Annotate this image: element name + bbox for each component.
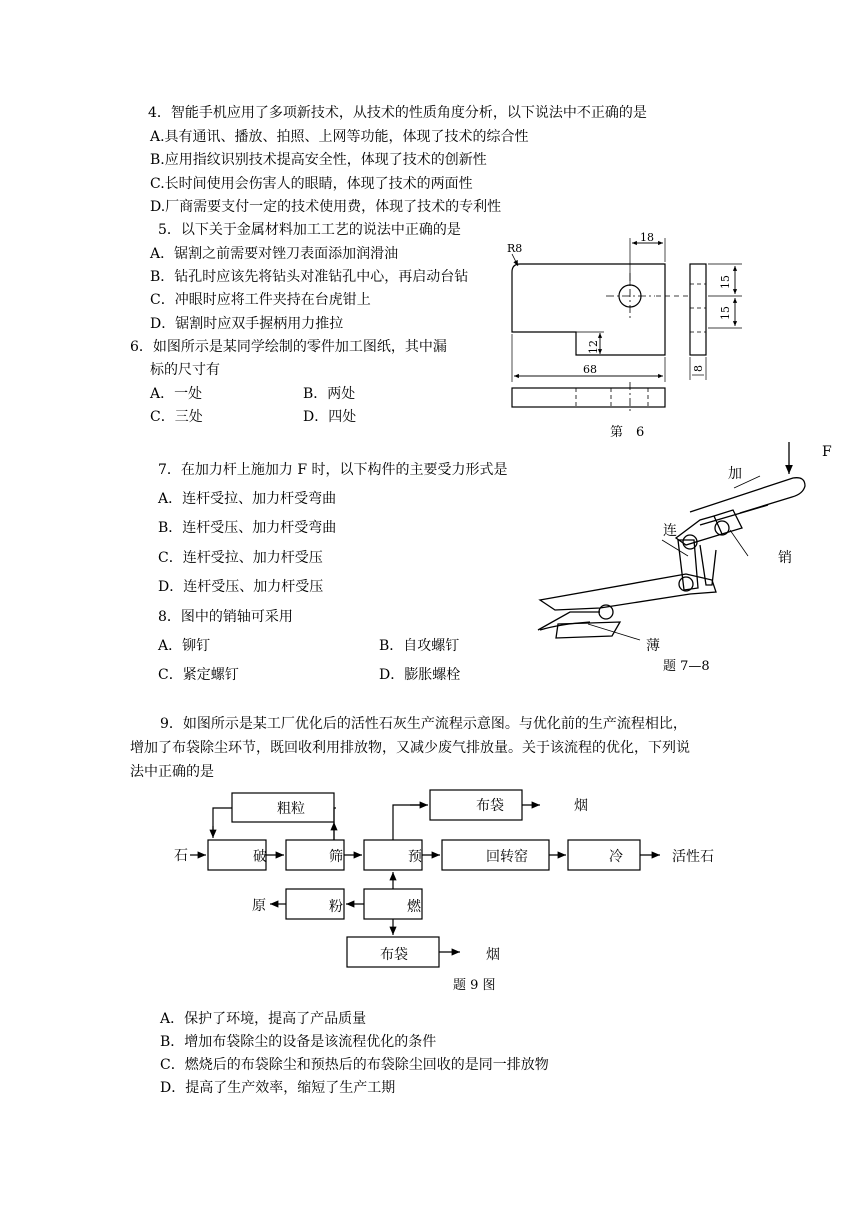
label-pin: 销 [778,550,792,566]
q5-option-a: A．锯割之前需要对锉刀表面添加润滑油 [150,246,399,262]
label-crush: 破 [253,849,267,865]
label-lever: 加 [728,466,742,482]
lever-handle [690,478,805,513]
label-bag-bottom: 布袋 [380,947,408,963]
q9-option-d: D．提高了生产效率，缩短了生产工期 [160,1080,396,1096]
box-kiln [442,840,549,870]
q4-option-c: C.长时间使用会伤害人的眼睛，体现了技术的两面性 [150,176,473,192]
q4-option-a: A.具有通讯、播放、拍照、上网等功能，体现了技术的综合性 [150,129,529,145]
q7-8-figure-caption: 题 7—8 [663,659,710,674]
label-cool: 冷 [609,849,623,865]
front-view-outline [512,264,665,355]
q7-option-c: C．连杆受拉、加力杆受压 [158,550,323,566]
q9-stem-line3: 法中正确的是 [130,764,214,780]
q4-stem: 4．智能手机应用了多项新技术，从技术的性质角度分析，以下说法中不正确的是 [148,105,647,121]
connecting-link [678,540,698,590]
label-kiln: 回转窑 [486,849,528,865]
pin-upper-right [715,521,729,535]
q6-option-d: D．四处 [303,409,357,425]
pin-lower [679,577,693,591]
label-smoke-top: 烟 [574,798,588,814]
box-bag-top [430,790,522,820]
q6-option-b: B．两处 [303,386,356,402]
q6-option-c: C．三处 [150,409,203,425]
q6-figure-caption: 第 6 [610,425,645,440]
q8-option-c: C．紧定螺钉 [158,667,239,683]
label-product: 活性石 [672,849,714,865]
dim-12: 12 [587,340,600,354]
side-view-outline [690,264,706,355]
pin-upper-left [683,535,697,549]
hole-circle [619,285,641,307]
label-raw: 原 [252,898,266,914]
dim-18: 18 [640,231,654,244]
box-burn [364,889,422,919]
pin-jaw [599,605,613,619]
label-smoke-bottom: 烟 [486,947,500,963]
q7-option-b: B．连杆受压、加力杆受弯曲 [158,520,337,536]
dim-15-lower: 15 [719,306,732,320]
box-cool [568,840,640,870]
r8-label: R8 [507,242,523,255]
q9-figure-caption: 题 9 图 [453,978,496,993]
sheet [556,622,620,638]
label-bag-top: 布袋 [476,798,504,814]
q5-stem: 5．以下关于金属材料加工工艺的说法中正确的是 [158,222,461,238]
q4-option-d: D.厂商需要支付一定的技术使用费，体现了技术的专利性 [150,199,502,215]
lower-jaw [540,574,716,610]
q9-option-b: B．增加布袋除尘的设备是该流程优化的条件 [160,1034,437,1050]
q6-stem-line1: 6．如图所示是某同学绘制的零件加工图纸，其中漏 [130,339,447,355]
q7-option-a: A．连杆受拉、加力杆受弯曲 [158,491,337,507]
box-preheat [364,840,422,870]
label-powder: 粉 [329,899,343,915]
top-view-outline [512,388,665,407]
q5-option-d: D．锯割时应双手握柄用力推拉 [150,316,344,332]
box-powder [286,889,344,919]
dim-8: 8 [692,365,705,372]
q8-option-b: B．自攻螺钉 [379,638,460,654]
q5-option-c: C．冲眼时应将工件夹持在台虎钳上 [150,292,371,308]
dim-68: 68 [583,363,597,376]
box-screen [286,840,344,870]
box-crush [208,840,266,870]
label-screen: 筛 [329,849,343,865]
label-burn: 燃 [407,899,421,915]
q9-option-a: A．保护了环境，提高了产品质量 [160,1011,367,1027]
label-sheet: 薄 [646,638,660,654]
q7-option-d: D．连杆受压、加力杆受压 [158,579,324,595]
label-stone: 石 [174,848,188,864]
label-coarse: 粗粒 [277,801,305,817]
q9-stem-line2: 增加了布袋除尘环节，既回收利用排放物，又减少废气排放量。关于该流程的优化，下列说 [130,740,690,756]
q4-option-b: B.应用指纹识别技术提高安全性，体现了技术的创新性 [150,152,487,168]
q7-stem: 7．在加力杆上施加力 F 时，以下构件的主要受力形式是 [158,462,508,478]
box-bag-bottom [347,937,439,967]
q9-option-c: C．燃烧后的布袋除尘和预热后的布袋除尘回收的是同一排放物 [160,1057,549,1073]
q8-stem: 8．图中的销轴可采用 [158,609,293,625]
q8-option-a: A．铆钉 [158,638,211,654]
label-force: F [822,444,832,460]
q6-option-a: A．一处 [150,386,203,402]
q8-option-d: D．膨胀螺栓 [379,667,461,683]
q9-stem-line1: 9．如图所示是某工厂优化后的活性石灰生产流程示意图。与优化前的生产流程相比， [160,716,687,732]
dim-15-upper: 15 [719,275,732,289]
box-coarse [232,793,334,822]
label-preheat: 预 [408,849,422,865]
q5-option-b: B．钻孔时应该先将钻头对准钻孔中心，再启动台钻 [150,269,469,285]
label-link: 连 [663,523,677,539]
q6-stem-line2: 标的尺寸有 [150,362,220,378]
